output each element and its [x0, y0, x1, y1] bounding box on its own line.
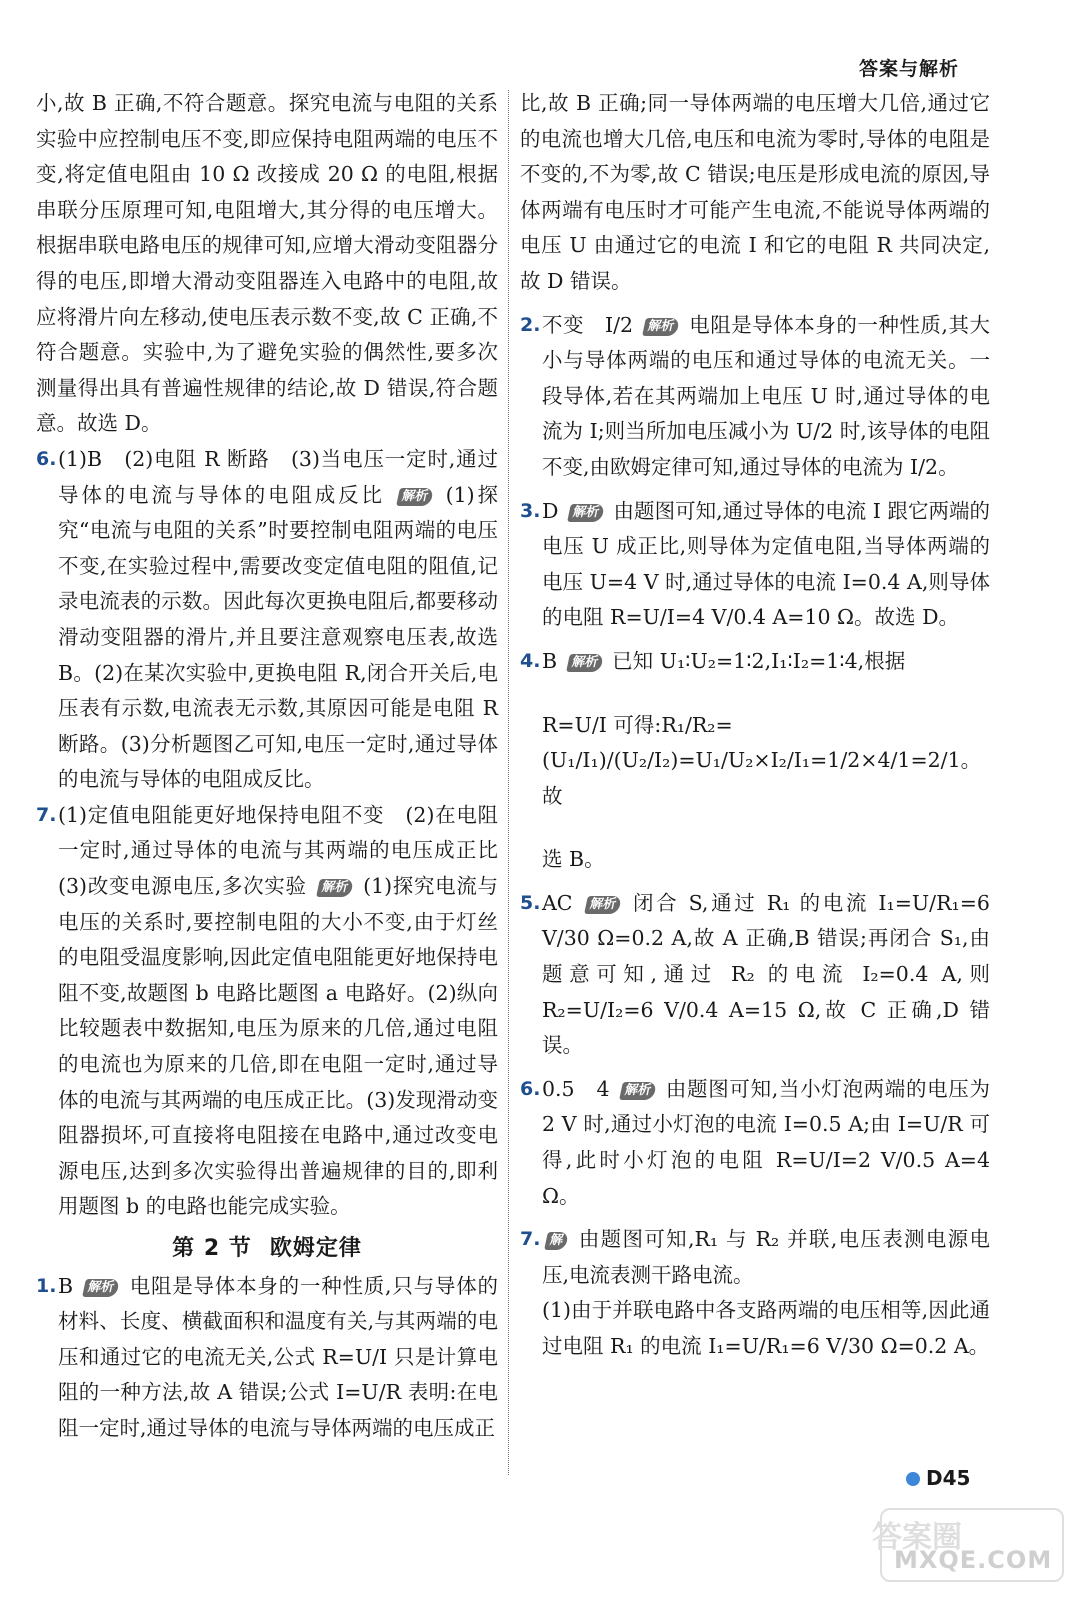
page-number: D45 — [926, 1466, 971, 1490]
question-5-number: 5. — [520, 891, 541, 914]
question-6-number: 6. — [36, 447, 57, 470]
question-6 — [36, 442, 498, 798]
question-3 — [520, 494, 990, 636]
question-6-right — [520, 1072, 990, 1214]
question-4-equation-text: R=U/I 可得:R₁/R₂=(U₁/I₁)/(U₂/I₂)=U₁/U₂×I₂/I₁=1/2×4/1=2/1。故 — [542, 712, 982, 808]
question-6-right-number: 6. — [520, 1077, 541, 1100]
page-header-title: 答案与解析 — [858, 58, 959, 80]
question-6-answer: (1)B (2)电阻 R 断路 (3)当电压一定时,通过导体的电流与导体的电阻成反比 — [58, 446, 498, 507]
question-4-ending-text: 选 B。 — [542, 847, 605, 872]
section-question-1-explanation: 电阻是导体本身的一种性质,只与导体的材料、长度、横截面积和温度有关,与其两端的电压和通过它的电流无关,公式 R=U/I 只是计算电阻的一种方法,故 A 错误;公式 I=U/R 表明:在电阻一定时,通过导体的电流与导体两端的电压成正 — [58, 1273, 498, 1440]
analysis-tag: 解析 — [619, 1082, 657, 1100]
question-7-right-sub1-text: (1)由于并联电路中各支路两端的电压相等,因此通过电阻 R₁ 的电流 I₁=U/R₁=6 V/30 Ω=0.2 A。 — [542, 1298, 990, 1358]
question-7-right — [520, 1222, 990, 1293]
question-4-ending — [520, 842, 990, 878]
question-3-number: 3. — [520, 499, 541, 522]
question-4-answer: B — [542, 648, 558, 673]
section-name: 欧姆定律 — [269, 1236, 362, 1261]
question-7-answer: (1)定值电阻能更好地保持电阻不变 (2)在电阻一定时,通过导体的电流与其两端的电压成正比 (3)改变电源电压,多次实验 — [58, 802, 519, 899]
question-5-explanation: 闭合 S,通过 R₁ 的电流 I₁=U/R₁=6 V/30 Ω=0.2 A,故 A 正确,B 错误;再闭合 S₁,由题意可知,通过 R₂ 的电流 I₂=0.4 A,则 R₂=U/I₂=6 V/0.4 A=15 Ω,故 C 正确,D 错误。 — [542, 890, 990, 1058]
question-4-equation — [520, 708, 990, 815]
section-question-1-answer: B — [58, 1273, 74, 1298]
analysis-tag: 解析 — [396, 488, 434, 506]
question-2-answer: 不变 I/2 — [542, 312, 634, 337]
question-4-number: 4. — [520, 649, 541, 672]
question-4-explanation: 已知 U₁∶U₂=1∶2,I₁∶I₂=1∶4,根据 — [612, 648, 906, 673]
question-7-right-sub1 — [520, 1293, 990, 1364]
section-question-1 — [36, 1269, 498, 1447]
left-intro-text: 小,故 B 正确,不符合题意。探究电流与电阻的关系实验中应控制电压不变,即应保持电阻两端的电压不变,将定值电阻由 10 Ω 改接成 20 Ω 的电阻,根据串联分压原理可知,电阻增大,其分得的电压增大。根据串联电路电压的规律可知,应增大滑动变阻器分得的电压,即增大滑动变阻器连入电路中的电阻,故应将滑片向左移动,使电压表示数不变,故 C 正确,不符合题意。实验中,为了避免实验的偶然性,要多次测量得出具有普遍性规律的结论,故 D 错误,符合题意。故选 D。 — [36, 91, 498, 436]
analysis-tag: 解析 — [82, 1279, 120, 1297]
watermark-logo: 答案圈 — [872, 1520, 962, 1555]
question-7 — [36, 798, 519, 1225]
question-3-explanation: 由题图可知,通过导体的电流 I 跟它两端的电压 U 成正比,则导体为定值电阻,当导体两端的电压 U=4 V 时,通过导体的电流 I=0.4 A,则导体的电阻 R=U/I=4 V/0.4 A=10 Ω。故选 D。 — [542, 498, 990, 630]
question-7-number: 7. — [36, 803, 57, 826]
question-3-answer: D — [542, 498, 559, 523]
question-7-right-number: 7. — [520, 1228, 541, 1251]
page-number-dot-icon — [906, 1472, 920, 1486]
question-6-explanation: (1)探究“电流与电阻的关系”时要控制电阻两端的电压不变,在实验过程中,需要改变定值电阻的阻值,记录电流表的示数。因此每次更换电阻后,都要移动滑动变阻器的滑片,并且要注意观察电压表,故选 B。(2)在某次实验中,更换电阻 R,闭合开关后,电压表有示数,电流表无示数,其原因可能是电阻 R 断路。(3)分析题图乙可知,电压一定时,通过导体的电流与导体的电阻成反比。 — [58, 482, 498, 792]
question-2-number: 2. — [520, 313, 541, 336]
solution-tag: 解 — [544, 1232, 569, 1250]
question-2-explanation: 电阻是导体本身的一种性质,其大小与导体两端的电压和通过导体的电流无关。一段导体,若在其两端加上电压 U 时,通过导体的电流为 I;则当所加电压减小为 U/2 时,该导体的电阻不变,由欧姆定律可知,通过导体的电流为 I/2。 — [542, 312, 990, 479]
section-question-1-number: 1. — [36, 1274, 57, 1297]
column-divider — [508, 90, 509, 1475]
question-5-answer: AC — [542, 890, 573, 915]
question-7-explanation: (1)探究电流与电压的关系时,要控制电阻的大小不变,由于灯丝的电阻受温度影响,因此定值电阻能更好地保持电阻不变,故题图 b 电路比题图 a 电路好。(2)纵向比较题表中数据知,电压为原来的几倍,通过电阻的电流也为原来的几倍,即在电阻一定时,通过导体的电流与其两端的电压成正比。(3)发现滑动变阻器损坏,可直接将电阻接在电路中,通过改变电源电压,达到多次实验得出普遍规律的目的,即利用题图 b 的电路也能完成实验。 — [58, 874, 498, 1219]
question-4 — [520, 644, 990, 680]
question-5 — [520, 886, 990, 1064]
question-7-right-text: 由题图可知,R₁ 与 R₂ 并联,电压表测电源电压,电流表测干路电流。 — [542, 1227, 990, 1287]
right-column — [520, 86, 990, 1365]
watermark-url: MXQE.COM — [894, 1546, 1053, 1574]
analysis-tag: 解析 — [566, 654, 604, 672]
question-2 — [520, 308, 990, 486]
question-6-right-answer: 0.5 4 — [542, 1076, 610, 1101]
analysis-tag: 解析 — [567, 504, 605, 522]
question-6-right-explanation: 由题图可知,当小灯泡两端的电压为 2 V 时,通过小灯泡的电流 I=0.5 A;由 I=U/R 可得,此时小灯泡的电阻 R=U/I=2 V/0.5 A=4 Ω。 — [542, 1076, 990, 1208]
left-column — [36, 86, 519, 1447]
section-title — [36, 1231, 498, 1267]
analysis-tag: 解析 — [642, 318, 680, 336]
right-continued-text: 比,故 B 正确;同一导体两端的电压增大几倍,通过它的电流也增大几倍,电压和电流为零时,导体的电阻是不变的,不为零,故 C 错误;电压是形成电流的原因,导体两端有电压时才可能产生电流,不能说导体两端的电压 U 由通过它的电流 I 和它的电阻 R 共同决定,故 D 错误。 — [520, 91, 990, 293]
analysis-tag: 解析 — [316, 879, 354, 897]
analysis-tag: 解析 — [584, 896, 622, 914]
section-number: 第 2 节 — [172, 1236, 252, 1261]
